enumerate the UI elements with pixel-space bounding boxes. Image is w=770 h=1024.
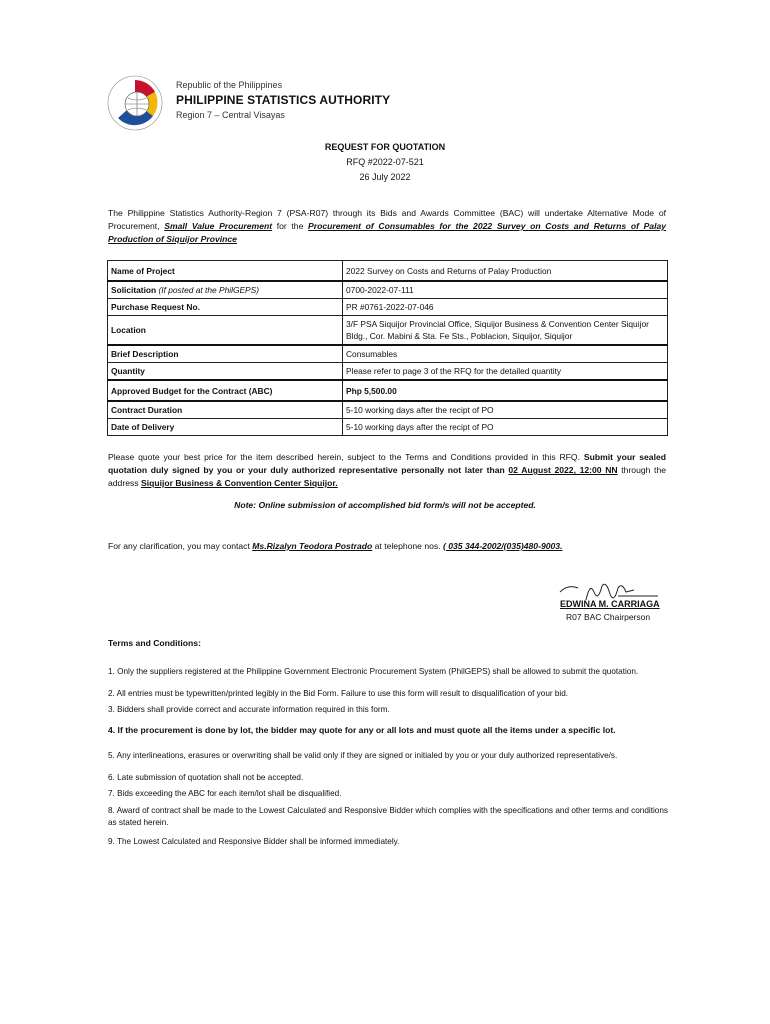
- table-row: [108, 401, 668, 419]
- term-item: 4. If the procurement is done by lot, the bidder may quote for any or all lots and must quote all the items under a specific lot.: [108, 725, 616, 735]
- quote-text-2: through the address: [108, 465, 667, 488]
- row-value: Consumables: [343, 345, 668, 363]
- region-label: Region 7 – Central Visayas: [176, 110, 285, 120]
- table-row: [108, 261, 668, 282]
- row-value: 2022 Survey on Costs and Returns of Palay Production: [343, 261, 668, 282]
- row-label: Location: [111, 325, 146, 335]
- contact-phone: ( 035 344-2002/(035)480-9003.: [443, 541, 563, 551]
- row-label: Purchase Request No.: [111, 302, 200, 312]
- quote-text: Please quote your best price for the item described herein, subject to the Terms and Conditions provided in this RFQ.: [108, 452, 580, 462]
- signatory-name: EDWINA M. CARRIAGA: [560, 599, 660, 609]
- intro-text-2: for the: [276, 221, 304, 231]
- republic-label: Republic of the Philippines: [176, 80, 283, 90]
- procurement-mode: Small Value Procurement: [164, 221, 273, 231]
- table-row: [108, 299, 668, 316]
- submission-deadline: 02 August 2022, 12:00 NN: [508, 465, 618, 475]
- procurement-purpose: Procurement of Consumables for the 2022 Survey on Costs and Returns of Palay Production of Siquijor Province: [108, 221, 667, 244]
- quote-instructions: [108, 451, 666, 490]
- row-label-note: (If posted at the PhilGEPS): [158, 285, 260, 295]
- term-item: 8. Award of contract shall be made to the Lowest Calculated and Responsive Bidder which complies with the specifications and other terms and conditions as stated herein.: [108, 806, 668, 827]
- table-row: [108, 281, 668, 299]
- row-label: Date of Delivery: [111, 422, 175, 432]
- row-label: Contract Duration: [111, 405, 183, 415]
- term-item: 5. Any interlineations, erasures or overwriting shall be valid only if they are signed or initialed by you or your duly authorized representative/s.: [108, 751, 618, 760]
- row-label: Approved Budget for the Contract (ABC): [111, 385, 273, 396]
- table-row: [108, 316, 668, 346]
- table-row: [108, 380, 668, 401]
- row-value: PR #0761-2022-07-046: [343, 299, 668, 316]
- term-item: 1. Only the suppliers registered at the Philippine Government Electronic Procurement System (PhilGEPS) shall be allowed to submit the quotation.: [108, 667, 639, 676]
- rfq-number: RFQ #2022-07-521: [346, 157, 424, 167]
- row-value: 5-10 working days after the recipt of PO: [343, 401, 668, 419]
- table-row: [108, 419, 668, 436]
- submission-address: Siquijor Business & Convention Center Siquijor.: [140, 478, 338, 488]
- row-value: Please refer to page 3 of the RFQ for the detailed quantity: [343, 363, 668, 381]
- term-item: 7. Bids exceeding the ABC for each item/lot shall be disqualified.: [108, 789, 342, 798]
- term-item: 6. Late submission of quotation shall not be accepted.: [108, 773, 304, 782]
- contact-text-2: at telephone nos.: [374, 541, 441, 551]
- contact-line: [108, 540, 666, 553]
- intro-paragraph: [108, 207, 666, 246]
- agency-name: PHILIPPINE STATISTICS AUTHORITY: [176, 93, 391, 107]
- table-row: [108, 345, 668, 363]
- contact-person: Ms.Rizalyn Teodora Postrado: [252, 541, 373, 551]
- terms-heading: Terms and Conditions:: [108, 638, 201, 648]
- row-label: Name of Project: [111, 265, 175, 276]
- row-label: Quantity: [111, 366, 145, 376]
- term-item: 3. Bidders shall provide correct and accurate information required in this form.: [108, 705, 390, 714]
- intro-text: The Philippine Statistics Authority-Region 7 (PSA-R07) through its Bids and Awards Committee (BAC) will undertake Alternative Mode of Procurement,: [108, 208, 666, 231]
- row-label: Brief Description: [111, 349, 179, 359]
- term-item: 2. All entries must be typewritten/printed legibly in the Bid Form. Failure to use this form will result to disqualification of your bid.: [108, 689, 569, 698]
- document-title: REQUEST FOR QUOTATION: [324, 142, 446, 152]
- signatory-title: R07 BAC Chairperson: [566, 612, 651, 622]
- row-label: Solicitation: [111, 285, 157, 295]
- table-row: [108, 363, 668, 381]
- online-submission-note: Note: Online submission of accomplished bid form/s will not be accepted.: [234, 500, 536, 510]
- quote-submit-text: Submit your sealed quotation duly signed by you or your duly authorized representative personally not later than: [108, 452, 667, 475]
- psa-seal-logo: [106, 74, 164, 132]
- row-value: Php 5,500.00: [343, 380, 668, 401]
- contact-text: For any clarification, you may contact: [108, 541, 250, 551]
- row-value: 5-10 working days after the recipt of PO: [343, 419, 668, 436]
- rfq-date: 26 July 2022: [359, 172, 411, 182]
- project-details-table: [107, 260, 668, 436]
- row-value: 0700-2022-07-111: [343, 281, 668, 299]
- row-value: 3/F PSA Siquijor Provincial Office, Siquijor Business & Convention Center Siquijor Bldg., Cor. Mabini & Sta. Fe Sts., Poblacion, Siquijor, Siquijor: [343, 316, 668, 346]
- term-item: 9. The Lowest Calculated and Responsive Bidder shall be informed immediately.: [108, 837, 400, 846]
